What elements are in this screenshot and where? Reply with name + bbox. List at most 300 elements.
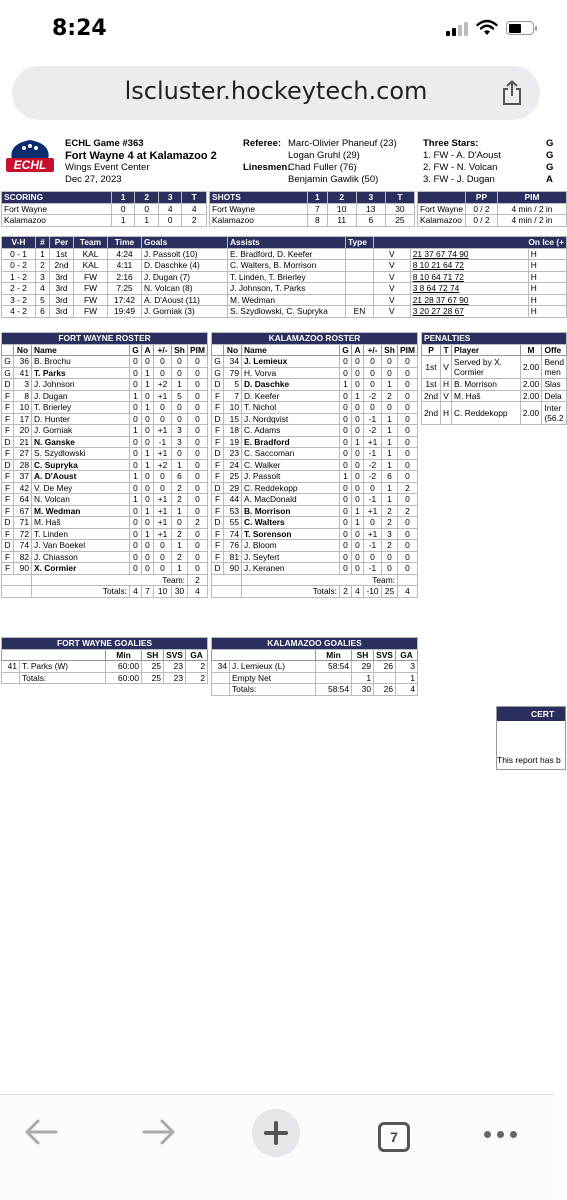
column-header: 3 [158, 192, 181, 204]
table-cell: 0 [158, 215, 181, 227]
table-cell: 1 [142, 505, 154, 517]
address-bar[interactable] [12, 66, 540, 120]
table-cell [212, 684, 230, 696]
table-cell: +1 [154, 517, 172, 529]
table-cell: 25 [385, 215, 414, 227]
table-cell: 0 [172, 402, 188, 414]
table-cell: 1st [50, 248, 74, 260]
table-cell: 1 [382, 448, 398, 460]
player-name: M. Wedman [32, 505, 130, 517]
table-cell: 2 [398, 505, 418, 517]
table-cell: 0 [382, 367, 398, 379]
table-cell: 0 [398, 379, 418, 391]
table-title: SCORING [2, 192, 112, 204]
table-cell: 0 [142, 390, 154, 402]
player-row [212, 448, 418, 460]
player-row [2, 390, 208, 402]
table-title: KALAMAZOO GOALIES [212, 638, 418, 650]
player-name: J. Gorniak [32, 425, 130, 437]
table-cell: 0 [364, 482, 382, 494]
table-cell: F [2, 494, 14, 506]
browser-toolbar [0, 1094, 554, 1200]
table-cell: N. Volcan (8) [142, 283, 228, 295]
table-cell: F [212, 505, 224, 517]
player-row [2, 402, 208, 414]
web-page [0, 132, 564, 1092]
player-name: N. Volcan [32, 494, 130, 506]
player-name: C. Reddekopp [242, 482, 340, 494]
player-name: S. Szydlowski [32, 448, 130, 460]
player-name: B. Morrison [242, 505, 340, 517]
table-cell: 0 [352, 425, 364, 437]
table-cell: 8 10 21 64 72 [410, 260, 528, 272]
table-cell: 0 [188, 459, 208, 471]
table-cell: 0 [130, 356, 142, 368]
table-cell: -1 [364, 563, 382, 575]
table-cell: 0 [340, 540, 352, 552]
table-cell: 0 [398, 367, 418, 379]
table-cell: 13 [356, 203, 385, 215]
table-title: FORT WAYNE GOALIES [2, 638, 208, 650]
table-cell [346, 294, 374, 306]
echl-logo-icon [4, 138, 56, 180]
table-cell: 0 [112, 203, 135, 215]
table-cell: 37 [14, 471, 32, 483]
table-cell: F [2, 551, 14, 563]
table-cell: 0 [398, 528, 418, 540]
table-cell: 7:25 [108, 283, 142, 295]
table-cell: F [2, 471, 14, 483]
table-cell: 1 [382, 413, 398, 425]
table-row [2, 203, 207, 215]
table-cell: 0 [352, 459, 364, 471]
table-row [210, 203, 415, 215]
table-cell: 25 [224, 471, 242, 483]
table-cell: 41 [2, 661, 20, 673]
table-cell: -2 [364, 425, 382, 437]
player-name: X. Cormier [32, 563, 130, 575]
table-cell: F [2, 505, 14, 517]
table-cell: -1 [364, 540, 382, 552]
table-cell: 8 10 64 71 72 [410, 271, 528, 283]
player-name: A. MacDonald [242, 494, 340, 506]
table-cell: H [528, 271, 566, 283]
table-cell: +1 [154, 448, 172, 460]
table-cell: 0 [364, 517, 382, 529]
player-name: C. Walker [242, 459, 340, 471]
table-cell: +1 [154, 528, 172, 540]
table-cell: 0 [154, 471, 172, 483]
table-title: FORT WAYNE ROSTER [2, 333, 208, 345]
column-header: Per [50, 237, 74, 249]
table-cell: V [374, 283, 411, 295]
table-cell: 0 [130, 528, 142, 540]
table-cell: 0 [352, 494, 364, 506]
table-cell: 0 [340, 563, 352, 575]
table-cell: 0 [142, 551, 154, 563]
table-row [210, 215, 415, 227]
table-cell: 0 [352, 551, 364, 563]
column-header: P [422, 344, 441, 356]
player-name: C. Walters [242, 517, 340, 529]
player-name: D. Hunter [32, 413, 130, 425]
table-cell: 0 [188, 390, 208, 402]
three-stars-label: Three Stars: [423, 138, 479, 149]
column-header: A [142, 344, 154, 356]
url-text[interactable]: lscluster.hockeytech.com [124, 77, 428, 105]
table-cell: G [212, 367, 224, 379]
pp-pim-table [417, 191, 567, 227]
table-cell: 0 [130, 482, 142, 494]
table-cell: 2.00 [520, 379, 542, 391]
table-cell: 0 [135, 203, 158, 215]
table-cell: EN [346, 306, 374, 318]
cert-title: CERT [497, 707, 565, 721]
table-cell: 0 [352, 563, 364, 575]
table-cell: 0 [130, 436, 142, 448]
table-cell: 4 min / 2 in [497, 215, 566, 227]
table-cell: 30 [385, 203, 414, 215]
table-cell: D [2, 459, 14, 471]
team-label: Team: [32, 574, 188, 586]
table-cell: 19:49 [108, 306, 142, 318]
player-row [212, 367, 418, 379]
table-cell: 0 [398, 517, 418, 529]
table-cell: 0 [142, 482, 154, 494]
goalie-row [212, 672, 418, 684]
kalamazoo-goalies-table [211, 637, 418, 696]
table-cell: FW [74, 306, 108, 318]
column-header: SH [352, 649, 374, 661]
table-cell: 2nd [50, 260, 74, 272]
table-cell: 8 [14, 390, 32, 402]
player-row [212, 482, 418, 494]
table-cell: 53 [224, 505, 242, 517]
total-value: 30 [172, 586, 188, 598]
table-cell: 2 [382, 517, 398, 529]
table-cell: 1 [172, 540, 188, 552]
table-cell: 0 [352, 413, 364, 425]
column-header: 3 [356, 192, 385, 204]
table-cell: 34 [224, 356, 242, 368]
player-name: J. Seyfert [242, 551, 340, 563]
table-cell: 0 [340, 367, 352, 379]
table-cell: F [2, 390, 14, 402]
goal-row [2, 271, 567, 283]
table-cell: 2 [172, 482, 188, 494]
table-cell: 10 [14, 402, 32, 414]
three-stars [423, 138, 501, 186]
table-cell: A. D'Aoust (11) [142, 294, 228, 306]
fort-wayne-roster-table [1, 332, 208, 598]
table-cell: 2 [382, 540, 398, 552]
table-cell: 2 [188, 517, 208, 529]
table-cell: 76 [224, 540, 242, 552]
column-header: T [440, 344, 451, 356]
table-cell: +1 [364, 528, 382, 540]
column-header: +/- [154, 344, 172, 356]
player-row [212, 517, 418, 529]
table-cell: 15 [224, 413, 242, 425]
table-cell: F [212, 459, 224, 471]
table-cell: 0 [364, 551, 382, 563]
player-row [2, 482, 208, 494]
table-cell: 1 [172, 379, 188, 391]
game-number: ECHL Game #363 [65, 138, 144, 149]
team-name: Fort Wayne [418, 203, 466, 215]
table-cell [346, 283, 374, 295]
table-cell: 1 - 2 [2, 271, 36, 283]
table-cell: 0 [398, 356, 418, 368]
column-header: V-H [2, 237, 36, 249]
table-cell: -2 [364, 390, 382, 402]
game-date: Dec 27, 2023 [65, 174, 122, 185]
totals-row [2, 672, 208, 684]
player-name: J. Johnson [32, 379, 130, 391]
table-cell [316, 672, 352, 684]
table-cell: 0 / 2 [465, 215, 497, 227]
table-cell: 0 [352, 540, 364, 552]
table-cell: T. Linden, T. Brierley [228, 271, 346, 283]
table-cell: 0 [364, 367, 382, 379]
table-cell: 0 [398, 551, 418, 563]
table-cell: F [212, 551, 224, 563]
table-cell: +1 [154, 505, 172, 517]
table-cell: 6 [172, 471, 188, 483]
table-cell: H [440, 379, 451, 391]
table-cell: 0 - 2 [2, 260, 36, 272]
table-cell: D. Daschke (4) [142, 260, 228, 272]
cut-off-text: G [546, 150, 554, 161]
table-cell: 74 [224, 528, 242, 540]
column-header: 1 [308, 192, 328, 204]
table-row [418, 203, 567, 215]
table-cell: 2 [172, 551, 188, 563]
table-cell: +2 [154, 379, 172, 391]
player-row [2, 425, 208, 437]
table-title-row [212, 638, 418, 650]
cut-off-text: G [546, 162, 554, 173]
table-cell: 4 - 2 [2, 306, 36, 318]
table-cell: 6 [356, 215, 385, 227]
forward-arrow-icon[interactable] [142, 1117, 176, 1147]
table-cell: 0 [340, 425, 352, 437]
table-cell: 42 [14, 482, 32, 494]
table-cell: 0 [364, 356, 382, 368]
table-title-row [212, 333, 418, 345]
table-cell: 1 [352, 505, 364, 517]
table-title-row [2, 638, 208, 650]
table-cell: 0 [154, 413, 172, 425]
player-name: D. Daschke [242, 379, 340, 391]
table-cell: 10 [224, 402, 242, 414]
table-cell: 1 [340, 379, 352, 391]
total-value: 25 [382, 586, 398, 598]
table-cell: 1 [172, 563, 188, 575]
totals-row [212, 684, 418, 696]
clock: 8:24 [52, 16, 107, 41]
table-cell: B. Morrison [452, 379, 521, 391]
column-header: 2 [327, 192, 356, 204]
table-cell: V [374, 271, 411, 283]
table-cell: 17 [14, 413, 32, 425]
player-row [2, 551, 208, 563]
table-cell: D [212, 482, 224, 494]
total-value: 4 [188, 586, 208, 598]
table-cell: -2 [364, 471, 382, 483]
table-cell: 0 / 2 [465, 203, 497, 215]
table-cell: 0 [130, 402, 142, 414]
table-cell: 1st [422, 356, 441, 379]
table-cell: 0 [188, 436, 208, 448]
table-cell: C. Reddekopp [452, 402, 521, 425]
column-header: Time [108, 237, 142, 249]
table-cell: 0 [142, 436, 154, 448]
goalie-row [2, 661, 208, 673]
player-name: J. Keranen [242, 563, 340, 575]
table-cell: 21 [14, 436, 32, 448]
table-cell: 0 [154, 356, 172, 368]
tab-count-button[interactable]: 7 [378, 1122, 410, 1152]
table-cell [2, 574, 32, 586]
status-bar [0, 0, 554, 64]
table-cell: D [212, 413, 224, 425]
goalie-name: T. Parks (W) [20, 661, 106, 673]
table-cell: 2 [36, 260, 50, 272]
table-title-row [2, 333, 208, 345]
table-cell: 2:16 [108, 271, 142, 283]
battery-icon [506, 21, 534, 35]
column-header [2, 649, 106, 661]
table-cell: 0 [188, 528, 208, 540]
table-cell: 44 [224, 494, 242, 506]
column-header: Goals [142, 237, 228, 249]
player-name: T. Nichol [242, 402, 340, 414]
column-header: No [14, 344, 32, 356]
table-header-row [2, 237, 567, 249]
player-row [2, 379, 208, 391]
table-cell [2, 586, 32, 598]
table-cell: J. Dugan (7) [142, 271, 228, 283]
player-name: J. Chiasson [32, 551, 130, 563]
table-cell: 0 [340, 448, 352, 460]
totals-label: Totals: [20, 672, 106, 684]
table-cell: FW [74, 283, 108, 295]
table-cell: 3 - 2 [2, 294, 36, 306]
table-cell: 0 [130, 563, 142, 575]
new-tab-plus-button[interactable] [252, 1109, 300, 1157]
table-cell: 0 [340, 517, 352, 529]
team-pim [398, 574, 418, 586]
table-cell: 0 - 1 [2, 248, 36, 260]
table-cell: 0 [340, 413, 352, 425]
table-cell: G [212, 356, 224, 368]
goals-table [1, 236, 567, 318]
column-header: GA [396, 649, 418, 661]
table-cell: -2 [364, 459, 382, 471]
table-cell: F [212, 540, 224, 552]
table-cell: 0 [382, 356, 398, 368]
table-cell: 5 [172, 390, 188, 402]
share-icon[interactable] [500, 80, 524, 106]
table-cell: 0 [154, 540, 172, 552]
table-cell: 21 28 37 67 90 [410, 294, 528, 306]
table-cell: J. Johnson, T. Parks [228, 283, 346, 295]
table-cell: 2 [186, 661, 208, 673]
total-value: -10 [364, 586, 382, 598]
table-cell: V [374, 248, 411, 260]
total-value: 4 [398, 586, 418, 598]
table-cell: 0 [142, 471, 154, 483]
table-cell: F [2, 425, 14, 437]
table-cell: +2 [154, 459, 172, 471]
game-title-block [65, 138, 217, 186]
player-row [2, 528, 208, 540]
table-cell: F [212, 471, 224, 483]
table-cell: 2 [398, 482, 418, 494]
scoring-table [1, 191, 207, 227]
table-cell: 1 [352, 517, 364, 529]
more-menu-icon[interactable] [484, 1131, 517, 1171]
table-cell: 1 [130, 390, 142, 402]
table-cell: 0 [130, 540, 142, 552]
table-cell: F [212, 528, 224, 540]
table-cell: D [2, 379, 14, 391]
table-cell: H [440, 402, 451, 425]
star-3: 3. FW - J. Dugan [423, 174, 495, 185]
table-cell: +1 [154, 390, 172, 402]
table-cell [346, 248, 374, 260]
table-cell: 0 [340, 356, 352, 368]
player-row [212, 494, 418, 506]
column-header: 1 [112, 192, 135, 204]
player-row [2, 356, 208, 368]
table-cell: 0 [352, 379, 364, 391]
column-header: Assists [228, 237, 346, 249]
column-header: Player [452, 344, 521, 356]
player-name: T. Brierley [32, 402, 130, 414]
table-cell: 1 [352, 436, 364, 448]
table-cell: 0 [398, 540, 418, 552]
total-value: 23 [164, 672, 186, 684]
totals-label: Totals: [242, 586, 340, 598]
table-cell: 4 [182, 203, 207, 215]
goalie-row [212, 661, 418, 673]
cellular-signal-icon [446, 20, 468, 36]
table-cell: 1 [142, 459, 154, 471]
table-cell: 0 [340, 402, 352, 414]
column-header: T [182, 192, 207, 204]
column-header: SVS [374, 649, 396, 661]
table-cell: 58:54 [316, 661, 352, 673]
shots-table [209, 191, 415, 227]
table-cell: 2 [382, 390, 398, 402]
player-row [2, 436, 208, 448]
table-cell: 34 [212, 661, 230, 673]
table-cell: 72 [14, 528, 32, 540]
table-row [2, 215, 207, 227]
column-header: 2 [135, 192, 158, 204]
table-cell: F [212, 390, 224, 402]
column-header [212, 649, 316, 661]
table-cell: 2 [172, 494, 188, 506]
column-header: G [130, 344, 142, 356]
table-cell: 23 [164, 661, 186, 673]
fort-wayne-goalies-table [1, 637, 208, 684]
back-arrow-icon[interactable] [24, 1117, 58, 1147]
table-cell: H [528, 260, 566, 272]
table-cell: KAL [74, 248, 108, 260]
